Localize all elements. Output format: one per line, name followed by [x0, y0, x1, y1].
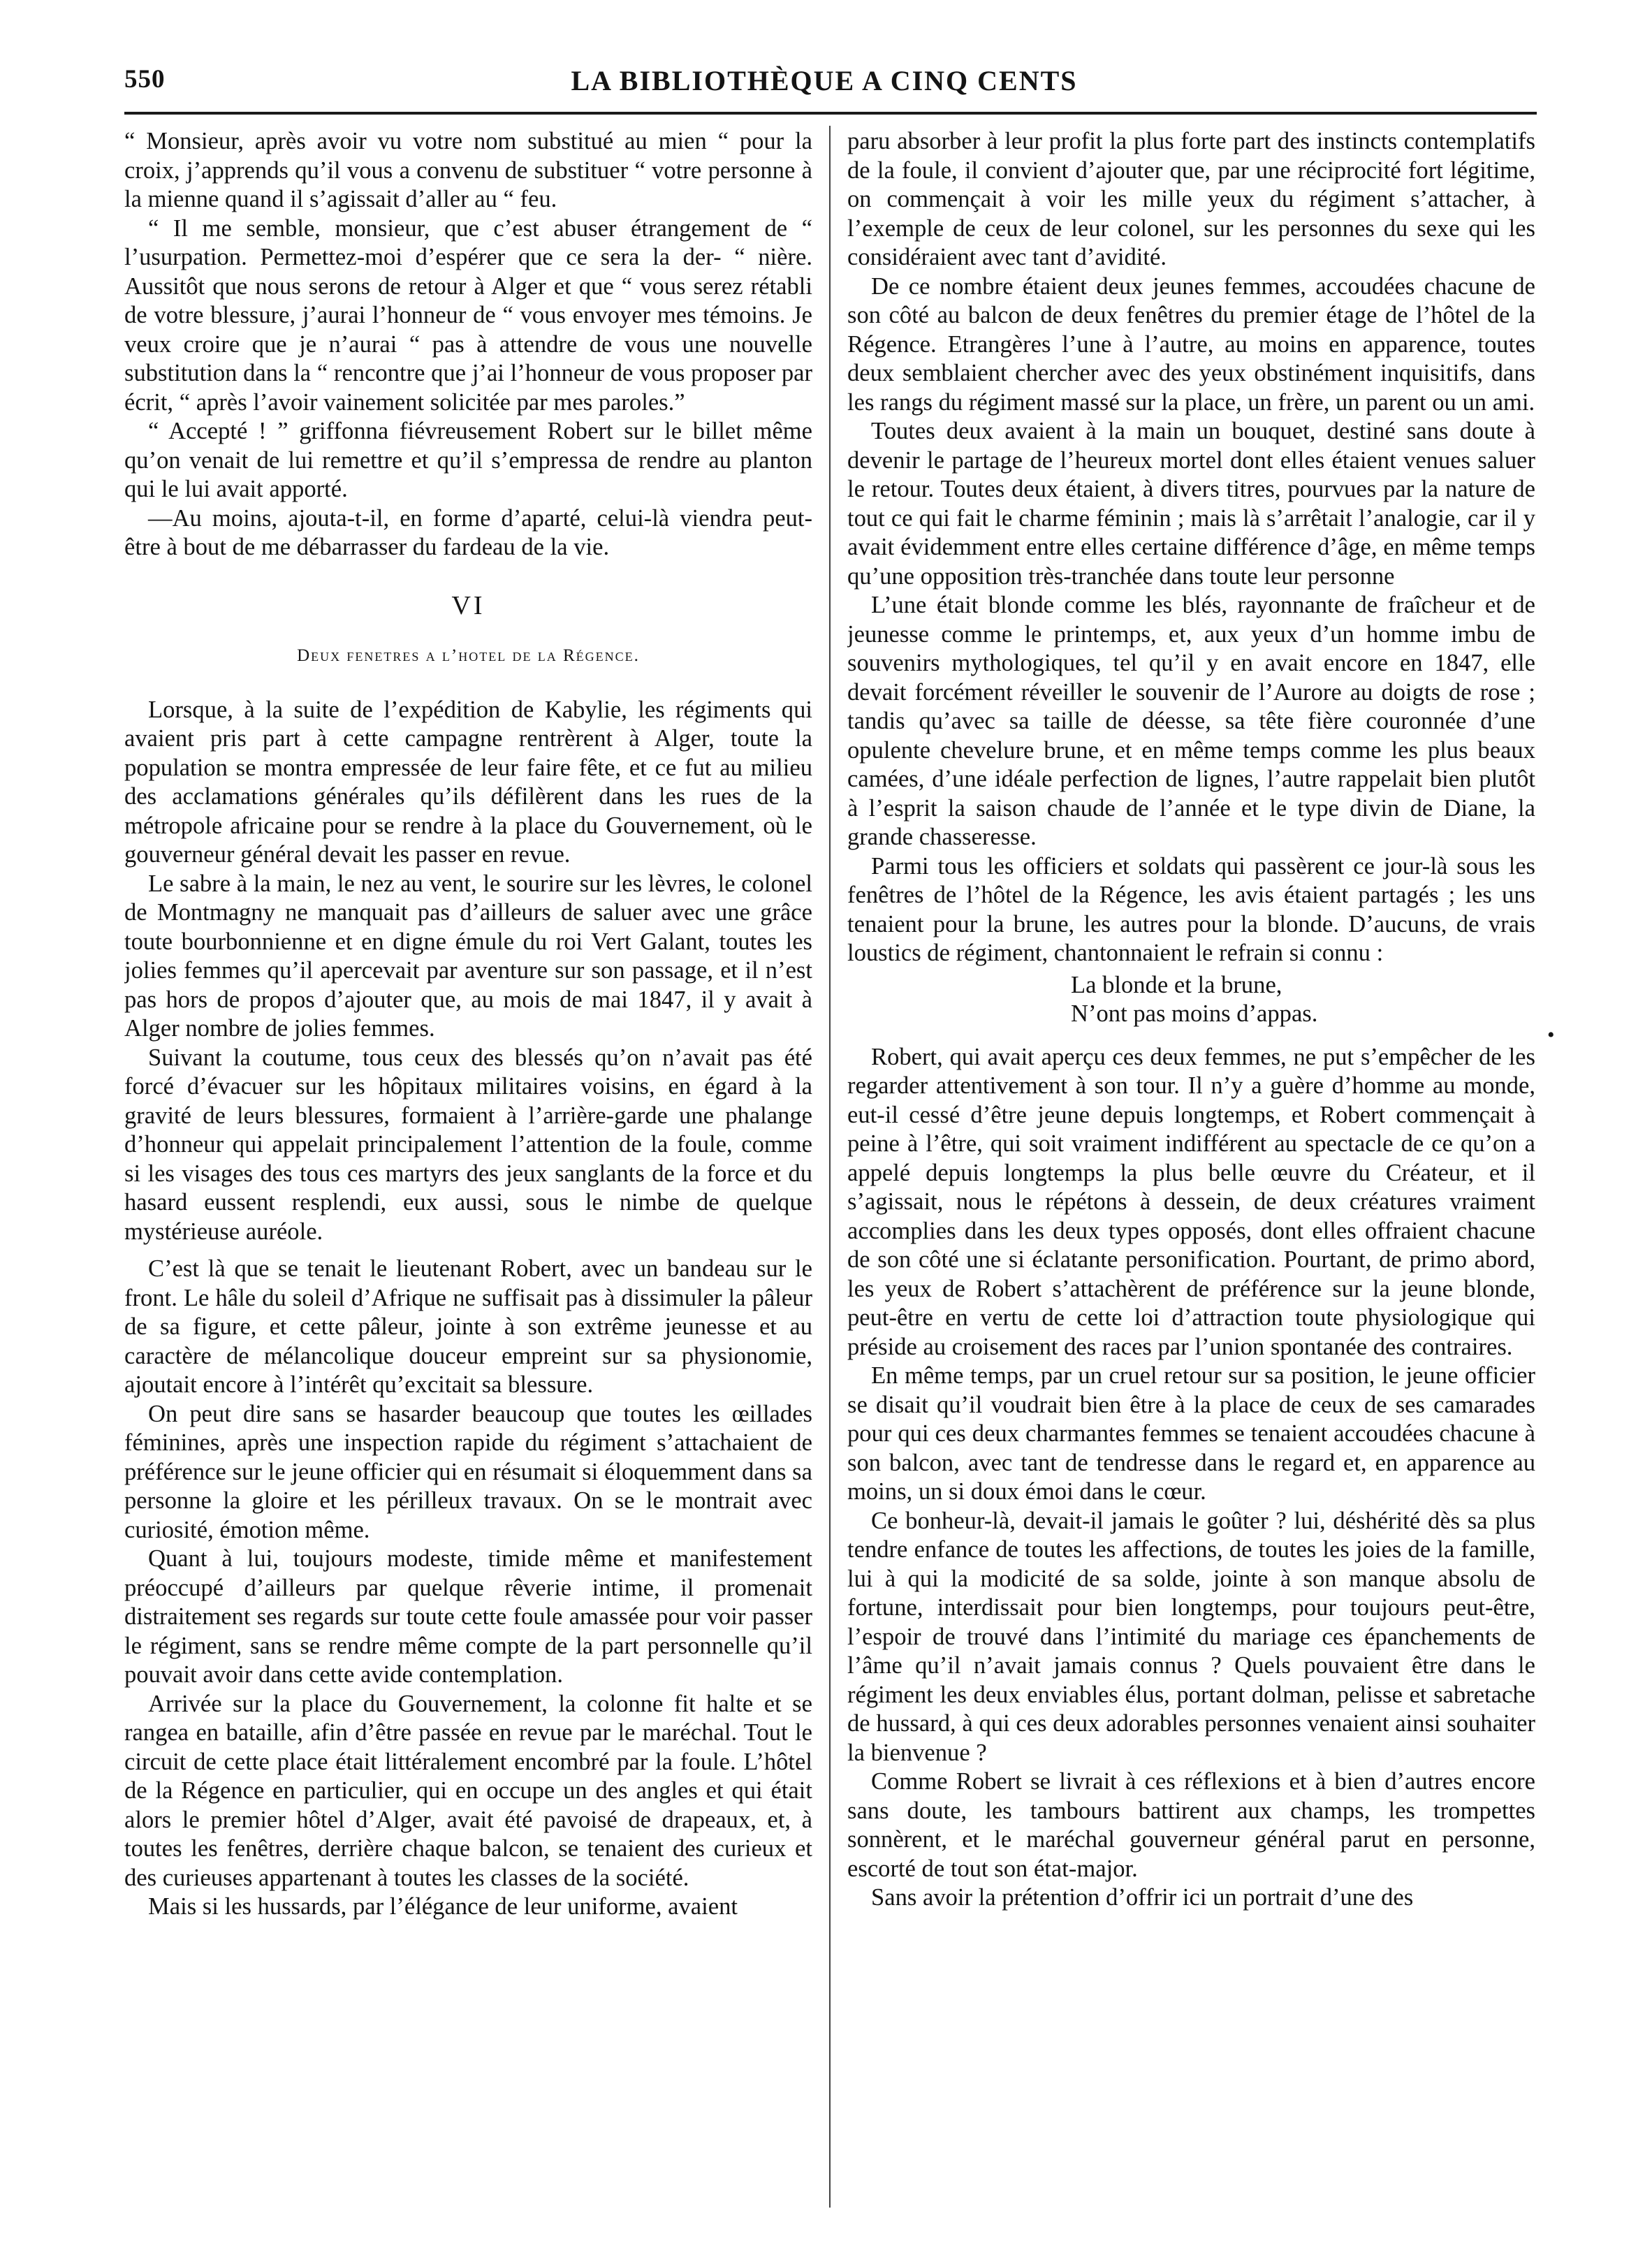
body-paragraph: On peut dire sans se hasarder beaucoup que toutes les œillades féminines, après une inspection rapide du régiment s’attachaient de préférence sur le jeune officier qui en résumait si éloquemment dans sa personne la gloire et les périlleux travaux. On se le montrait avec curiosité, émotion même.: [124, 1400, 812, 1543]
verse-line-1: La blonde et la brune,: [1071, 971, 1282, 998]
body-paragraph: L’une était blonde comme les blés, rayonnante de fraîcheur et de jeunesse comme le printemps, et, aux yeux d’un homme imbu de souvenirs mythologiques, tel qu’il y en avait encore en 1847, elle devait forcément réveiller le souvenir de l’Aurore au doigts de rose ; tandis qu’avec sa taille de déesse, sa tête fière couronnée d’une opulente chevelure brune, et en même temps comme les plus beaux camées, d’une idéale perfection de lignes, l’autre rappelait bien plutôt à l’esprit la saison chaude de l’année et le type divin de Diane, la grande chasseresse.: [847, 592, 1535, 850]
body-paragraph: C’est là que se tenait le lieutenant Robert, avec un bandeau sur le front. Le hâle du soleil d’Afrique ne suffisait pas à dissimuler la pâleur de sa figure, et cette pâleur, jointe à son extrême jeunesse et au caractère de mélancolique douceur empreint sur sa physionomie, ajoutait encore à l’intérêt qu’excitait sa blessure.: [124, 1255, 812, 1398]
verse-line-2: N’ont pas moins d’appas.: [1071, 1000, 1318, 1027]
body-paragraph: —Au moins, ajouta-t-il, en forme d’aparté, celui-là viendra peut-être à bout de me débarrasser du fardeau de la vie.: [124, 504, 812, 560]
body-paragraph: Arrivée sur la place du Gouvernement, la colonne fit halte et se rangea en bataille, afin d’être passée en revue par le maréchal. Tout le circuit de cette place était littéralement encombré par la foule. L’hôtel de la Régence en particulier, qui en occupe un des angles et qui était alors le premier hôtel d’Alger, avait été pavoisé de drapeaux, et, à toutes les fenêtres, derrière chaque balcon, se tenaient des curieux et des curieuses appartenant à toutes les classes de la société.: [124, 1690, 812, 1891]
header-rule: [124, 112, 1537, 115]
body-paragraph: “ Accepté ! ” griffonna fiévreusement Robert sur le billet même qu’on venait de lui remettre et qu’il s’empressa de rendre au planton qui le lui avait apporté.: [124, 418, 812, 502]
chapter-title: Deux fenetres a l’hotel de la Régence.: [297, 646, 640, 665]
column-divider: [829, 126, 831, 2208]
letter-paragraph-2: “ Il me semble, monsieur, que c’est abuser étrangement de “ l’usurpation. Permettez-moi d’espérer que ce sera la der- “ nière. Aussitôt que nous serons de retour à Alger et que “ vous serez rétabli de votre blessure, j’aurai l’honneur de “ vous envoyer mes témoins. Je veux croire que je n’aurai “ pas à attendre de vous une nouvelle substitution dans la “ rencontre que j’ai l’honneur de vous proposer par écrit, “ après l’avoir vainement solicitée par mes paroles.”: [124, 214, 812, 416]
body-paragraph: Quant à lui, toujours modeste, timide même et manifestement préoccupé d’ailleurs par quelque rêverie intime, il promenait distraitement ses regards sur toute cette foule amassée pour voir passer le régiment, sans se rendre même compte de la part personnelle qu’il pouvait avoir dans cette avide contemplation.: [124, 1545, 812, 1688]
running-head: LA BIBLIOTHÈQUE A CINQ CENTS: [571, 65, 1078, 96]
body-paragraph: Comme Robert se livrait à ces réflexions et à bien d’autres encore sans doute, les tambours battirent aux champs, les trompettes sonnèrent, et le maréchal gouverneur général parut en personne, escorté de tout son état-major.: [847, 1768, 1535, 1882]
body-paragraph: Ce bonheur-là, devait-il jamais le goûter ? lui, déshérité dès sa plus tendre enfance de toutes les affections, de toutes les joies de la famille, lui à qui la modicité de sa solde, jointe à son manque absolu de fortune, interdissait pour bien longtemps, pour toujours peut-être, l’espoir de trouvé dans l’intimité du mariage ces épanchements de l’âme qu’il n’avait jamais connus ? Quels pouvaient être dans le régiment les deux enviables élus, portant dolman, pelisse et sabretache de hussard, à qui ces deux adorables personnes venaient ainsi souhaiter la bienvenue ?: [847, 1507, 1535, 1766]
left-column: [124, 127, 812, 2212]
verse: [847, 971, 1535, 1029]
body-paragraph: En même temps, par un cruel retour sur sa position, le jeune officier se disait qu’il voudrait bien être à la place de ceux de ses camarades pour qui ces deux charmantes femmes se tenaient accoudées chacune à son balcon, avec tant de tendresse dans le regard et, en apparence au moins, un si doux émoi dans le cœur.: [847, 1362, 1535, 1505]
ink-dot: •: [1547, 1023, 1555, 1047]
letter-paragraph-1: “ Monsieur, après avoir vu votre nom substitué au mien “ pour la croix, j’apprends qu’il vous a convenu de substituer “ votre personne à la mienne quand il s’agissait d’aller au “ feu.: [124, 128, 812, 212]
chapter-number: VI: [451, 590, 485, 620]
body-paragraph: Mais si les hussards, par l’élégance de leur uniforme, avaient: [148, 1893, 738, 1920]
body-paragraph: paru absorber à leur profit la plus forte part des instincts contemplatifs de la foule, il convient d’ajouter que, par une réciprocité fort légitime, on commençait à voir les mille yeux du régiment s’attacher, à l’exemple de ceux de leur colonel, sur les personnes du sexe qui les considéraient avec tant d’avidité.: [847, 128, 1535, 270]
body-paragraph: Parmi tous les officiers et soldats qui passèrent ce jour-là sous les fenêtres de l’hôtel de la Régence, les avis étaient partagés ; les uns tenaient pour la brune, les autres pour la blonde. D’aucuns, de vrais loustics de régiment, chantonnaient le refrain si connu :: [847, 852, 1535, 966]
body-paragraph: Toutes deux avaient à la main un bouquet, destiné sans doute à devenir le partage de l’heureux mortel dont elles étaient venues saluer le retour. Toutes deux étaient, à divers titres, pourvues par la nature de tout ce qui fait le charme féminin ; mais là s’arrêtait l’analogie, car il y avait évidemment entre elles certaine différence d’âge, en même temps qu’une opposition très-tranchée dans toute leur personne: [847, 418, 1535, 590]
body-paragraph: De ce nombre étaient deux jeunes femmes, accoudées chacune de son côté au balcon de deux fenêtres du premier étage de l’hôtel de la Régence. Etrangères l’une à l’autre, au moins en apparence, toutes deux semblaient chercher avec des yeux obstinément inquisitifs, dans les rangs du régiment massé sur la place, un frère, un parent ou un ami.: [847, 272, 1535, 416]
body-paragraph: Sans avoir la prétention d’offrir ici un portrait d’une des: [871, 1884, 1414, 1911]
body-paragraph: Suivant la coutume, tous ceux des blessés qu’on n’avait pas été forcé d’évacuer sur les hôpitaux militaires voisins, en égard à la gravité de leurs blessures, formaient à l’arrière-garde une phalange d’honneur qui appelait principalement l’attention de la foule, comme si les visages des tous ces martyrs des jeux sanglants de la force et du hasard eussent resplendi, eux aussi, sous le nimbe de quelque mystérieuse auréole.: [124, 1044, 812, 1245]
page-number: 550: [124, 65, 166, 94]
right-column: [847, 127, 1535, 2212]
body-paragraph: Lorsque, à la suite de l’expédition de Kabylie, les régiments qui avaient pris part à cette campagne rentrèrent à Alger, toute la population se montra empressée de leur faire fête, et ce fut au milieu des acclamations générales qu’ils défilèrent dans les rues de la métropole africaine pour se rendre à la place du Gouvernement, où le gouverneur général devait les passer en revue.: [124, 696, 812, 868]
body-paragraph: Robert, qui avait aperçu ces deux femmes, ne put s’empêcher de les regarder attentivement à son tour. Il n’y a guère d’homme au monde, eut-il cessé d’être jeune depuis longtemps, et Robert commençait à peine à l’être, qui soit vraiment indifférent au spectacle de ce qu’on a appelé depuis longtemps la plus belle œuvre du Créateur, et il s’agissait, nous le répétons à dessein, de deux créatures vraiment accomplies dans les deux types opposés, dont elles offraient chacune de son côté une si éclatante personification. Pourtant, de primo abord, les yeux de Robert s’attachèrent de préférence sur la jeune blonde, peut-être en vertu de cette loi d’attraction toute physiologique qui préside au croisement des races par l’union spontanée des contraires.: [847, 1043, 1535, 1360]
body-paragraph: Le sabre à la main, le nez au vent, le sourire sur les lèvres, le colonel de Montmagny ne manquait pas d’ailleurs de saluer avec une grâce toute bourbonnienne et en digne émule du roi Vert Galant, toutes les jolies femmes qu’il apercevait par aventure sur son passage, et il n’est pas hors de propos d’ajouter que, au mois de mai 1847, il y avait à Alger nombre de jolies femmes.: [124, 870, 812, 1042]
